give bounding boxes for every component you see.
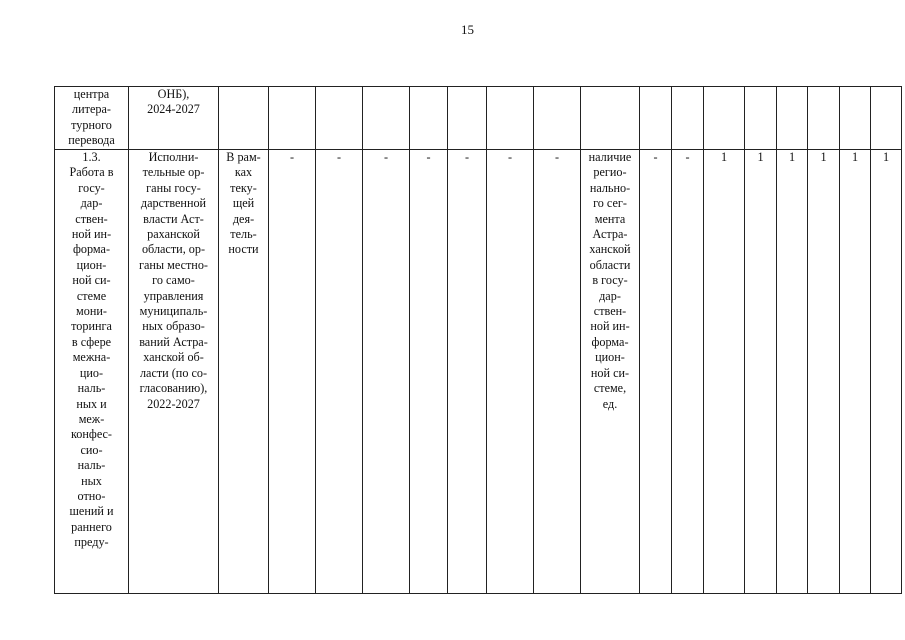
table-cell: [672, 87, 704, 150]
table-cell: наличие регио- нально- го сег- мента Астра- ханской области в госу- дар- ствен- ной ин- форма- цион- ной си- стеме, ед.: [581, 150, 640, 594]
document-table: [54, 86, 902, 594]
table-cell: -: [269, 150, 316, 594]
table-cell: [448, 87, 487, 150]
table-cell: 1: [871, 150, 902, 594]
table-cell: [363, 87, 410, 150]
table-cell: Исполни- тельные ор- ганы госу- дарственной власти Аст- раханской области, ор- ганы местно- го само- управления муниципаль- ных образо- ваний Астра- ханской об- ласти (по со- гласованию), 2022-2027: [129, 150, 219, 594]
table-cell: [808, 87, 840, 150]
table-cell: центра литера- турного перевода: [55, 87, 129, 150]
table-cell: -: [487, 150, 534, 594]
table-row: [55, 150, 902, 594]
table-cell: [487, 87, 534, 150]
table-cell: 1: [777, 150, 808, 594]
table-cell: [704, 87, 745, 150]
page-number: 15: [461, 22, 474, 37]
table-cell: -: [672, 150, 704, 594]
table-cell: 1: [840, 150, 871, 594]
table-cell: 1: [704, 150, 745, 594]
table-cell: ОНБ), 2024-2027: [129, 87, 219, 150]
table-cell: [269, 87, 316, 150]
table-cell: 1.3. Работа в госу- дар- ствен- ной ин- форма- цион- ной си- стеме мони- торинга в сфере межна- цио- наль- ных и меж- конфес- сио- наль- ных отно- шений и раннего преду-: [55, 150, 129, 594]
table-cell: [581, 87, 640, 150]
table-cell: 1: [745, 150, 777, 594]
table-cell: [316, 87, 363, 150]
table-cell: [534, 87, 581, 150]
table-cell: 1: [808, 150, 840, 594]
table-cell: [745, 87, 777, 150]
table-cell: [871, 87, 902, 150]
table-cell: [410, 87, 448, 150]
table-cell: [219, 87, 269, 150]
table-cell: [777, 87, 808, 150]
table-row: [55, 87, 902, 150]
table-cell: -: [363, 150, 410, 594]
table-cell: -: [640, 150, 672, 594]
table-cell: В рам- ках теку- щей дея- тель- ности: [219, 150, 269, 594]
table-cell: [640, 87, 672, 150]
table-cell: -: [316, 150, 363, 594]
table-cell: -: [534, 150, 581, 594]
table-cell: -: [410, 150, 448, 594]
table-cell: [840, 87, 871, 150]
table-cell: -: [448, 150, 487, 594]
